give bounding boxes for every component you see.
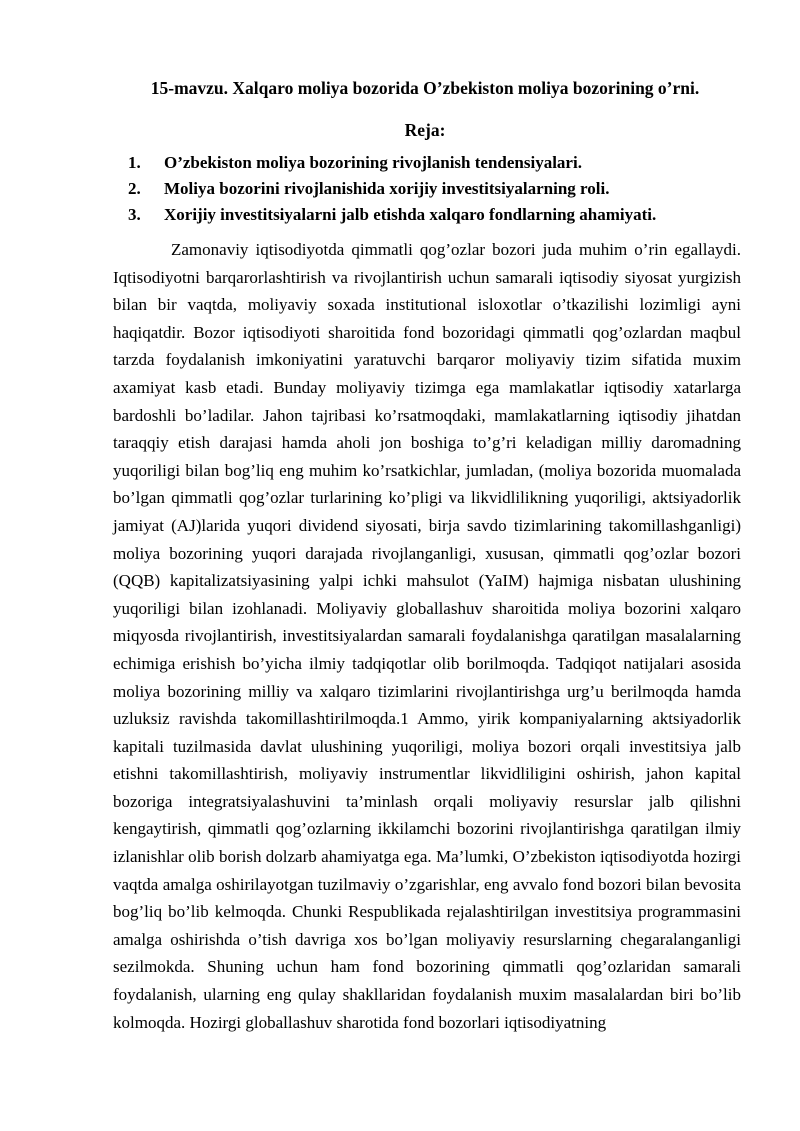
plan-item (128, 202, 768, 228)
plan-item-text: Xorijiy investitsiyalarni jalb etishda xalqaro fondlarning ahamiyati. (164, 205, 657, 224)
plan-item-number: 3. (128, 205, 141, 224)
plan-item-text: O’zbekiston moliya bozorining rivojlanish tendensiyalari. (164, 153, 582, 172)
plan-heading: Reja: (404, 120, 446, 140)
plan-item-text: Moliya bozorini rivojlanishida xorijiy investitsiyalarning roli. (164, 179, 610, 198)
plan-item (128, 150, 768, 176)
document-title: 15-mavzu. Xalqaro moliya bozorida O’zbekiston moliya bozorining o’rni. (150, 78, 700, 98)
plan-list (128, 150, 768, 228)
plan-item (128, 176, 768, 202)
plan-item-number: 2. (128, 179, 141, 198)
plan-item-number: 1. (128, 153, 141, 172)
body-paragraph: Zamonaviy iqtisodiyotda qimmatli qog’ozlar bozori juda muhim o’rin egallaydi. Iqtisodiyotni barqarorlashtirish va rivojlantirish uchun samarali iqtisodiy siyosat yurgizish bilan bir vaqtda, moliyaviy soxada institutional isloxotlar o’tkazilishi lozimligi ayni haqiqatdir. Bozor iqtisodiyoti sharoitida fond bozoridagi qimmatli qog’ozlardan maqbul tarzda foydalanish imkoniyatini yaratuvchi barqaror moliyaviy tizim sifatida muxim axamiyat kasb etadi. Bunday moliyaviy tizimga ega mamlakatlar iqtisodiy xatarlarga bardoshli bo’ladilar. Jahon tajribasi ko’rsatmoqdaki, mamlakatlarning iqtisodiy jihatdan taraqqiy etish darajasi hamda aholi jon boshiga to’g’ri keladigan milliy daromadning yuqoriligi bilan bog’liq eng muhim ko’rsatkichlar, jumladan, (moliya bozorida muomalada bo’lgan qimmatli qog’ozlar turlarining ko’pligi va likvidlilikning yuqoriligi, aktsiyadorlik jamiyat (AJ)larida yuqori dividend siyosati, birja savdo tizimlarining takomillashganligi) moliya bozorining yuqori darajada rivojlanganligi, xususan, qimmatli qog’ozlar bozori (QQB) kapitalizatsiyasining yalpi ichki mahsulot (YaIM) hajmiga nisbatan ulushining yuqoriligi bilan izohlanadi. Moliyaviy globallashuv sharoitida moliya bozorini xalqaro miqyosda rivojlantirish, investitsiyalardan samarali foydalanishga qaratilgan masalalarning echimiga erishish bo’yicha ilmiy tadqiqotlar olib borilmoqda. Tadqiqot natijalari asosida moliya bozorining milliy va xalqaro tizimlarini rivojlantirishga urg’u berilmoqda hamda uzluksiz ravishda takomillashtirilmoqda.1 Ammo, yirik kompaniyalarning aktsiyadorlik kapitali tuzilmasida davlat ulushining yuqoriligi, moliya bozori orqali investitsiya jalb etishni takomillashtirish, moliyaviy instrumentlar likvidliligini oshirish, jahon kapital bozoriga integratsiyalashuvini ta’minlash orqali moliyaviy resurslar jalb qilishni kengaytirish, qimmatli qog’ozlarning ikkilamchi bozorini rivojlantirishga qaratilgan ilmiy izlanishlar olib borish dolzarb ahamiyatga ega. Ma’lumki, O’zbekiston iqtisodiyotda hozirgi vaqtda amalga oshirilayotgan tuzilmaviy o’zgarishlar, eng avvalo fond bozori bilan bevosita bog’liq bo’lib kelmoqda. Chunki Respublikada rejalashtirilgan investitsiya programmasini amalga oshirishda o’tish davriga xos bo’lgan moliyaviy resurslarning chegaralanganligi sezilmokda. Shuning uchun ham fond bozorining qimmatli qog’ozlaridan samarali foydalanish, ularning eng qulay shakllaridan foydalanish muxim masalalardan biri bo’lib kolmoqda. Hozirgi globallashuv sharotida fond bozorlari iqtisodiyatning (113, 240, 741, 1032)
